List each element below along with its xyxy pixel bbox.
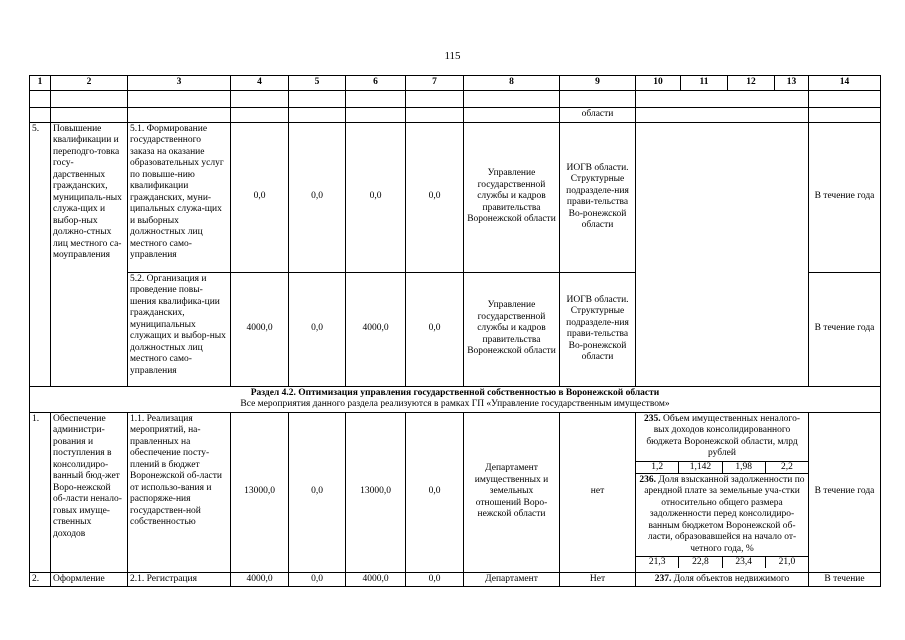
- indicator-value: 1,98: [723, 462, 766, 473]
- indicator-237: 237. Доля объектов недвижимого: [636, 572, 809, 587]
- indicator-value: 1,142: [679, 462, 722, 473]
- carry-over-row: [30, 108, 881, 123]
- carry-co-executor: области: [560, 108, 636, 123]
- task-name: Повышение квалификации и переподго-товка госу-дарственных гражданских, муниципаль-ных служа-щих и выбор-ных должно-стных лиц местного са-моуправления: [51, 122, 128, 386]
- section-title: Раздел 4.2. Оптимизация управления государственной собственностью в Воронежской области: [250, 387, 660, 398]
- finance-regional: 13000,0: [346, 412, 406, 572]
- activity-name: 1.1. Реализация мероприятий, на-правленных на обеспечение посту-плений в бюджет Воронежской об-ласти от использо-вания и распоряже-ния государствен-ной собственностью: [128, 412, 231, 572]
- table-row: [30, 122, 881, 272]
- table-row: [30, 412, 881, 572]
- row-number: 5.: [30, 122, 51, 386]
- activity-name: 5.2. Организация и проведение повы-шения квалифика-ции гражданских, муниципальных служащих и выбор-ных должностных лиц местного само-управления: [128, 272, 231, 386]
- term: В течение года: [809, 412, 881, 572]
- term: В течение года: [809, 272, 881, 386]
- co-executor: ИОГВ области. Структурные подразделе-ния прави-тельства Во-ронежской области: [560, 272, 636, 386]
- activity-name: 2.1. Регистрация: [128, 572, 231, 587]
- indicator-value: 23,4: [723, 557, 766, 568]
- col-header: 9: [560, 76, 636, 91]
- finance-regional: 4000,0: [346, 272, 406, 386]
- finance-total: 0,0: [231, 122, 289, 272]
- task-name: Оформление: [51, 572, 128, 587]
- indicator-236: 236. Доля взысканной задолженности по арендной плате за земельные уча-стки относительно общего размера задолженности перед консолидиро-ванным бюджетом Воронежской об-ласти, образовавшейся на начало от-четного года, %: [639, 474, 805, 554]
- finance-total: 13000,0: [231, 412, 289, 572]
- indicator-value: 21,0: [778, 557, 796, 567]
- column-header-row: [30, 76, 881, 91]
- finance-other: 0,0: [406, 412, 464, 572]
- responsible-executor: Департамент имущественных и земельных отношений Воро-нежской области: [464, 412, 560, 572]
- finance-total: 4000,0: [231, 572, 289, 587]
- finance-federal: 0,0: [289, 122, 346, 272]
- indicators-cell: [636, 412, 809, 572]
- finance-other: 0,0: [406, 572, 464, 587]
- col-header: 13: [775, 76, 809, 91]
- col-header: 10: [636, 76, 681, 91]
- term: В течение: [809, 572, 881, 587]
- page-number: 115: [444, 50, 461, 62]
- finance-other: 0,0: [406, 122, 464, 272]
- row-number: 1.: [30, 412, 51, 572]
- blank-row: [30, 91, 881, 108]
- indicator-value: 1,2: [636, 462, 679, 473]
- section-subtitle: Все мероприятия данного раздела реализуются в рамках ГП «Управление государственным имуществом»: [240, 399, 670, 409]
- finance-regional: 4000,0: [346, 572, 406, 587]
- col-header: 1: [30, 76, 51, 91]
- indicator-value: 22,8: [679, 557, 722, 568]
- indicator-value: 2,2: [780, 461, 793, 472]
- task-name: Обеспечение администри-рования и поступления в консолидиро-ванный бюд-жет Воро-нежской об-ласти ненало-говых имуще-ственных доходов: [51, 412, 128, 572]
- responsible-executor: Управление государственной службы и кадров правительства Воронежской области: [464, 272, 560, 386]
- indicator-235: 235. Объем имущественных неналого-вых доходов консолидированного бюджета Воронежской области, млрд рублей: [643, 413, 801, 458]
- finance-federal: 0,0: [289, 272, 346, 386]
- col-header: 12: [728, 76, 775, 91]
- row-number: 2.: [30, 572, 51, 587]
- col-header: 5: [289, 76, 346, 91]
- col-header: 8: [464, 76, 560, 91]
- indicator-236-values: [636, 556, 808, 568]
- term: В течение года: [809, 122, 881, 272]
- section-header-row: [30, 386, 881, 412]
- col-header: 7: [406, 76, 464, 91]
- col-header: 2: [51, 76, 128, 91]
- col-header: 11: [681, 76, 728, 91]
- co-executor: Нет: [560, 572, 636, 587]
- table-row: [30, 572, 881, 587]
- responsible-executor: Управление государственной службы и кадров правительства Воронежской области: [464, 122, 560, 272]
- program-table: [29, 75, 881, 587]
- finance-federal: 0,0: [289, 412, 346, 572]
- indicator-235-values: [636, 461, 808, 474]
- indicators-cell: [636, 122, 809, 386]
- col-header: 6: [346, 76, 406, 91]
- co-executor: нет: [560, 412, 636, 572]
- finance-other: 0,0: [406, 272, 464, 386]
- activity-name: 5.1. Формирование государственного заказа на оказание образовательных услуг по повыше-нию квалификации гражданских, муни-ципальных служа-щих и выборных должностных лиц местного само-управления: [128, 122, 231, 272]
- col-header: 3: [128, 76, 231, 91]
- col-header: 14: [809, 76, 881, 91]
- indicator-value: 21,3: [636, 557, 679, 568]
- col-header: 4: [231, 76, 289, 91]
- finance-federal: 0,0: [289, 572, 346, 587]
- co-executor: ИОГВ области. Структурные подразделе-ния прави-тельства Во-ронежской области: [560, 122, 636, 272]
- responsible-executor: Департамент: [464, 572, 560, 587]
- finance-total: 4000,0: [231, 272, 289, 386]
- finance-regional: 0,0: [346, 122, 406, 272]
